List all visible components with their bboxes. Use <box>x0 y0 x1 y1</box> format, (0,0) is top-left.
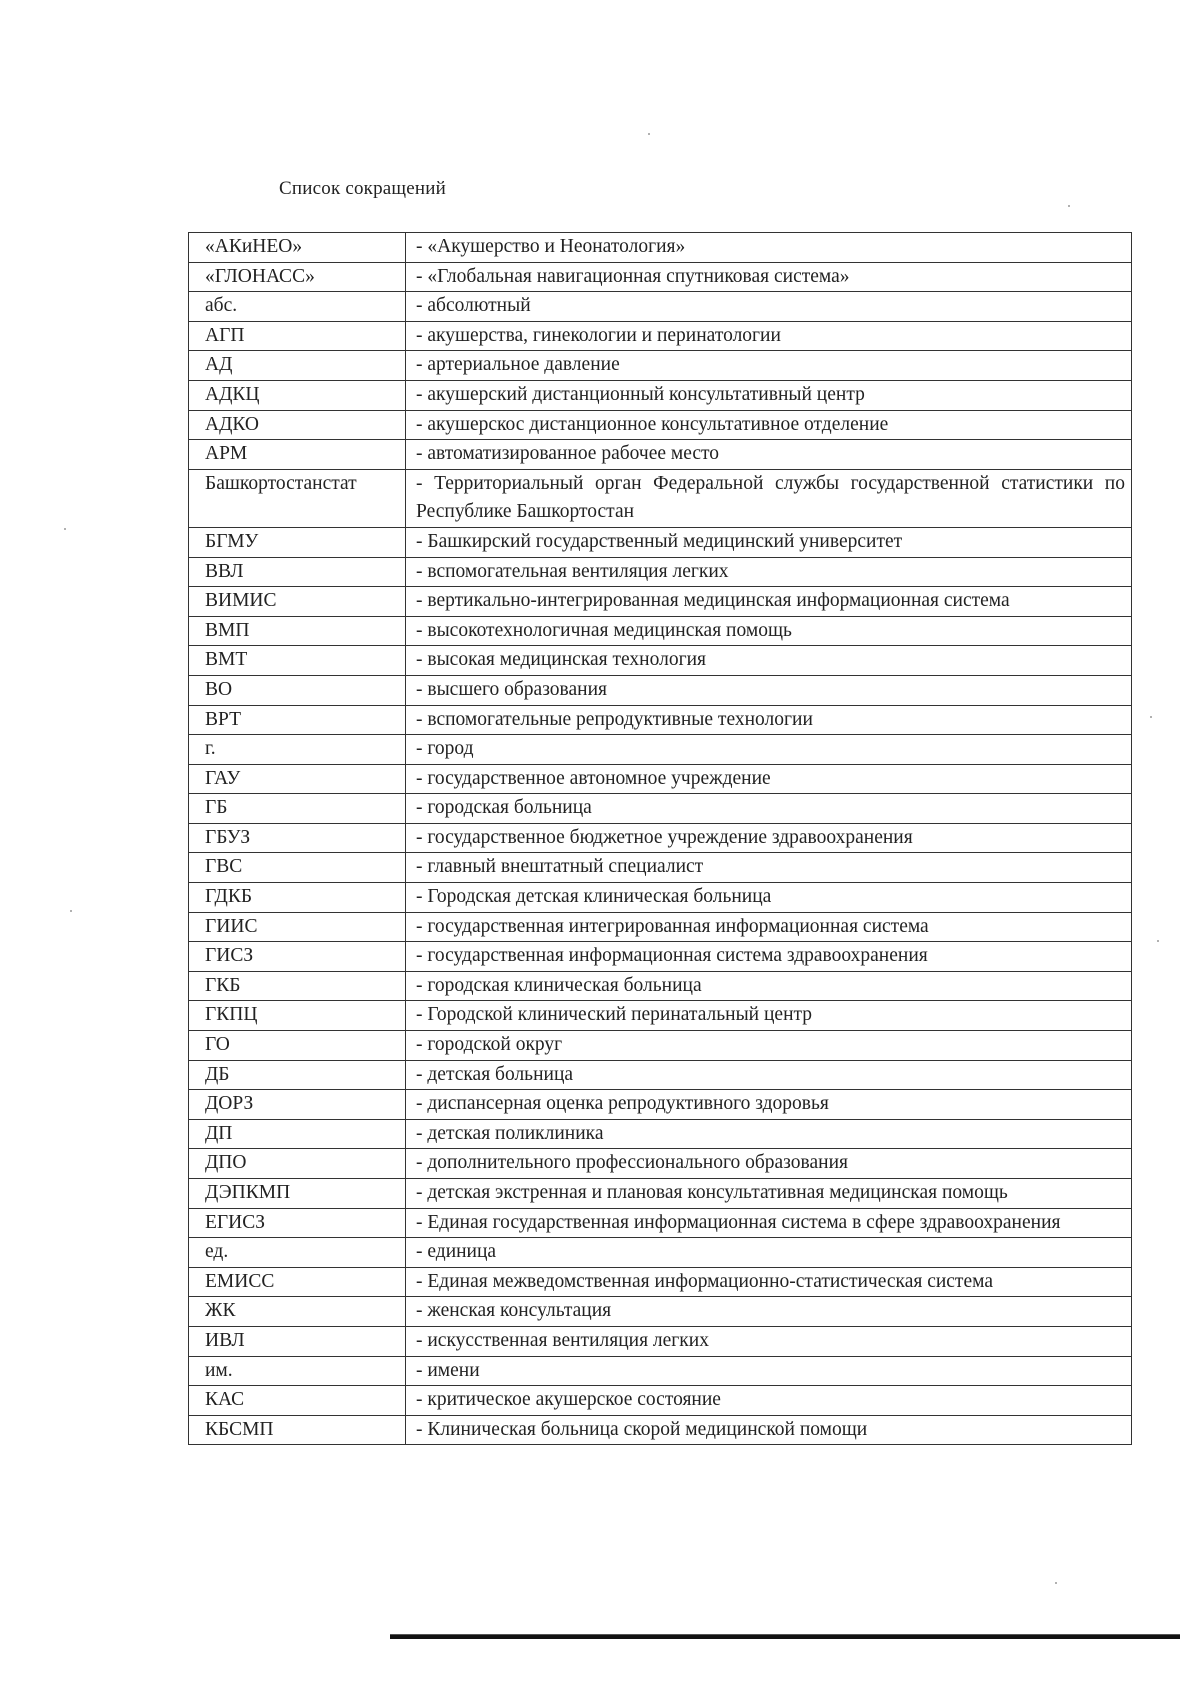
abbreviation: ГИСЗ <box>189 942 406 972</box>
abbreviation: ИВЛ <box>189 1326 406 1356</box>
abbreviation-definition: - государственное бюджетное учреждение здравоохранения <box>406 823 1132 853</box>
scan-speck <box>1157 940 1159 942</box>
abbreviation-definition: - высшего образования <box>406 675 1132 705</box>
abbreviation: ВИМИС <box>189 587 406 617</box>
abbreviation: БГМУ <box>189 527 406 557</box>
abbreviation: абс. <box>189 292 406 322</box>
abbreviation-definition: - «Акушерство и Неонатология» <box>406 233 1132 263</box>
abbreviation: ДЭПКМП <box>189 1179 406 1209</box>
table-row <box>189 292 1132 322</box>
abbreviation: Башкортостанстат <box>189 469 406 527</box>
table-row <box>189 646 1132 676</box>
abbreviation-definition: - вертикально-интегрированная медицинская информационная система <box>406 587 1132 617</box>
abbreviation-definition: - акушерскос дистанционное консультативное отделение <box>406 410 1132 440</box>
abbreviation: ВО <box>189 675 406 705</box>
table-row <box>189 823 1132 853</box>
abbreviation: АД <box>189 351 406 381</box>
scan-speck <box>1068 205 1070 207</box>
abbreviation: ГДКБ <box>189 883 406 913</box>
table-row <box>189 971 1132 1001</box>
abbreviation-definition: - женская консультация <box>406 1297 1132 1327</box>
table-row <box>189 1238 1132 1268</box>
abbreviation-definition: - детская больница <box>406 1060 1132 1090</box>
abbreviation-definition: - вспомогательные репродуктивные технологии <box>406 705 1132 735</box>
abbreviation-definition: - диспансерная оценка репродуктивного здоровья <box>406 1090 1132 1120</box>
abbreviation-definition: - Территориальный орган Федеральной службы государственной статистики по Республике Башкортостан <box>406 469 1132 527</box>
abbreviation-definition: - Клиническая больница скорой медицинской помощи <box>406 1415 1132 1445</box>
abbreviation: г. <box>189 735 406 765</box>
scan-speck <box>64 528 66 530</box>
table-row <box>189 705 1132 735</box>
table-row <box>189 1326 1132 1356</box>
abbreviation-definition: - высокая медицинская технология <box>406 646 1132 676</box>
abbreviation-definition: - «Глобальная навигационная спутниковая система» <box>406 262 1132 292</box>
table-row <box>189 1297 1132 1327</box>
abbreviation-definition: - высокотехнологичная медицинская помощь <box>406 616 1132 646</box>
abbreviation: «ГЛОНАСС» <box>189 262 406 292</box>
table-row <box>189 1267 1132 1297</box>
abbreviation: «АКиНЕО» <box>189 233 406 263</box>
table-row <box>189 1179 1132 1209</box>
scan-speck <box>1150 716 1152 718</box>
table-row <box>189 794 1132 824</box>
abbreviation: ГО <box>189 1031 406 1061</box>
table-row <box>189 587 1132 617</box>
table-row <box>189 380 1132 410</box>
footer-rule <box>390 1634 1180 1639</box>
table-row <box>189 440 1132 470</box>
abbreviation: ГИИС <box>189 912 406 942</box>
abbreviation: ГАУ <box>189 764 406 794</box>
abbreviation-definition: - детская поликлиника <box>406 1119 1132 1149</box>
abbreviation-definition: - артериальное давление <box>406 351 1132 381</box>
abbreviation: КБСМП <box>189 1415 406 1445</box>
abbreviation-definition: - дополнительного профессионального образования <box>406 1149 1132 1179</box>
abbreviation-definition: - Башкирский государственный медицинский университет <box>406 527 1132 557</box>
table-row <box>189 557 1132 587</box>
abbreviation: ГВС <box>189 853 406 883</box>
abbreviation-definition: - искусственная вентиляция легких <box>406 1326 1132 1356</box>
abbreviation-definition: - критическое акушерское состояние <box>406 1386 1132 1416</box>
table-row <box>189 883 1132 913</box>
abbreviation: ДБ <box>189 1060 406 1090</box>
abbreviation: ДОРЗ <box>189 1090 406 1120</box>
table-row <box>189 262 1132 292</box>
abbreviation: ДП <box>189 1119 406 1149</box>
table-row <box>189 469 1132 527</box>
abbreviation: АДКЦ <box>189 380 406 410</box>
abbreviation-definition: - государственное автономное учреждение <box>406 764 1132 794</box>
abbreviation: ГКБ <box>189 971 406 1001</box>
table-row <box>189 1001 1132 1031</box>
abbreviation-definition: - Городская детская клиническая больница <box>406 883 1132 913</box>
abbreviation-definition: - имени <box>406 1356 1132 1386</box>
abbreviation-definition: - городская больница <box>406 794 1132 824</box>
table-row <box>189 764 1132 794</box>
table-row <box>189 1031 1132 1061</box>
abbreviation: ГБУЗ <box>189 823 406 853</box>
table-row <box>189 351 1132 381</box>
abbreviation-definition: - вспомогательная вентиляция легких <box>406 557 1132 587</box>
abbreviation-definition: - главный внештатный специалист <box>406 853 1132 883</box>
table-row <box>189 1119 1132 1149</box>
table-row <box>189 1415 1132 1445</box>
abbreviation: АДКО <box>189 410 406 440</box>
abbreviation-definition: - акушерский дистанционный консультативный центр <box>406 380 1132 410</box>
abbreviation: АГП <box>189 321 406 351</box>
abbreviations-table <box>188 232 1132 1445</box>
abbreviation: ДПО <box>189 1149 406 1179</box>
abbreviation-definition: - государственная интегрированная информационная система <box>406 912 1132 942</box>
table-row <box>189 675 1132 705</box>
table-row <box>189 1356 1132 1386</box>
abbreviation-definition: - Единая межведомственная информационно-статистическая система <box>406 1267 1132 1297</box>
abbreviation-definition: - детская экстренная и плановая консультативная медицинская помощь <box>406 1179 1132 1209</box>
abbreviation: ВМТ <box>189 646 406 676</box>
abbreviation: АРМ <box>189 440 406 470</box>
abbreviation: ЖК <box>189 1297 406 1327</box>
table-row <box>189 1386 1132 1416</box>
abbreviation: ЕМИСС <box>189 1267 406 1297</box>
table-row <box>189 1090 1132 1120</box>
table-row <box>189 410 1132 440</box>
abbreviation: ед. <box>189 1238 406 1268</box>
scan-speck <box>1055 1582 1057 1584</box>
abbreviation-definition: - город <box>406 735 1132 765</box>
scan-speck <box>648 133 650 135</box>
abbreviation: ГБ <box>189 794 406 824</box>
abbreviation: ВВЛ <box>189 557 406 587</box>
abbreviation-definition: - акушерства, гинекологии и перинатологии <box>406 321 1132 351</box>
abbreviation-definition: - абсолютный <box>406 292 1132 322</box>
table-row <box>189 942 1132 972</box>
abbreviation: ГКПЦ <box>189 1001 406 1031</box>
table-row <box>189 321 1132 351</box>
abbreviation-definition: - единица <box>406 1238 1132 1268</box>
abbreviation: ВРТ <box>189 705 406 735</box>
table-row <box>189 527 1132 557</box>
table-row <box>189 735 1132 765</box>
table-row <box>189 233 1132 263</box>
abbreviation: ВМП <box>189 616 406 646</box>
table-row <box>189 1060 1132 1090</box>
table-row <box>189 912 1132 942</box>
page-title: Список сокращений <box>279 178 446 199</box>
abbreviation-definition: - государственная информационная система здравоохранения <box>406 942 1132 972</box>
table-row <box>189 1149 1132 1179</box>
table-row <box>189 616 1132 646</box>
abbreviation-definition: - автоматизированное рабочее место <box>406 440 1132 470</box>
abbreviation: КАС <box>189 1386 406 1416</box>
abbreviation-definition: - Городской клинический перинатальный центр <box>406 1001 1132 1031</box>
abbreviation: им. <box>189 1356 406 1386</box>
abbreviation: ЕГИСЗ <box>189 1208 406 1238</box>
scan-speck <box>70 910 72 912</box>
abbreviation-definition: - городской округ <box>406 1031 1132 1061</box>
table-row <box>189 853 1132 883</box>
abbreviation-definition: - городская клиническая больница <box>406 971 1132 1001</box>
abbreviation-definition: - Единая государственная информационная система в сфере здравоохранения <box>406 1208 1132 1238</box>
table-row <box>189 1208 1132 1238</box>
